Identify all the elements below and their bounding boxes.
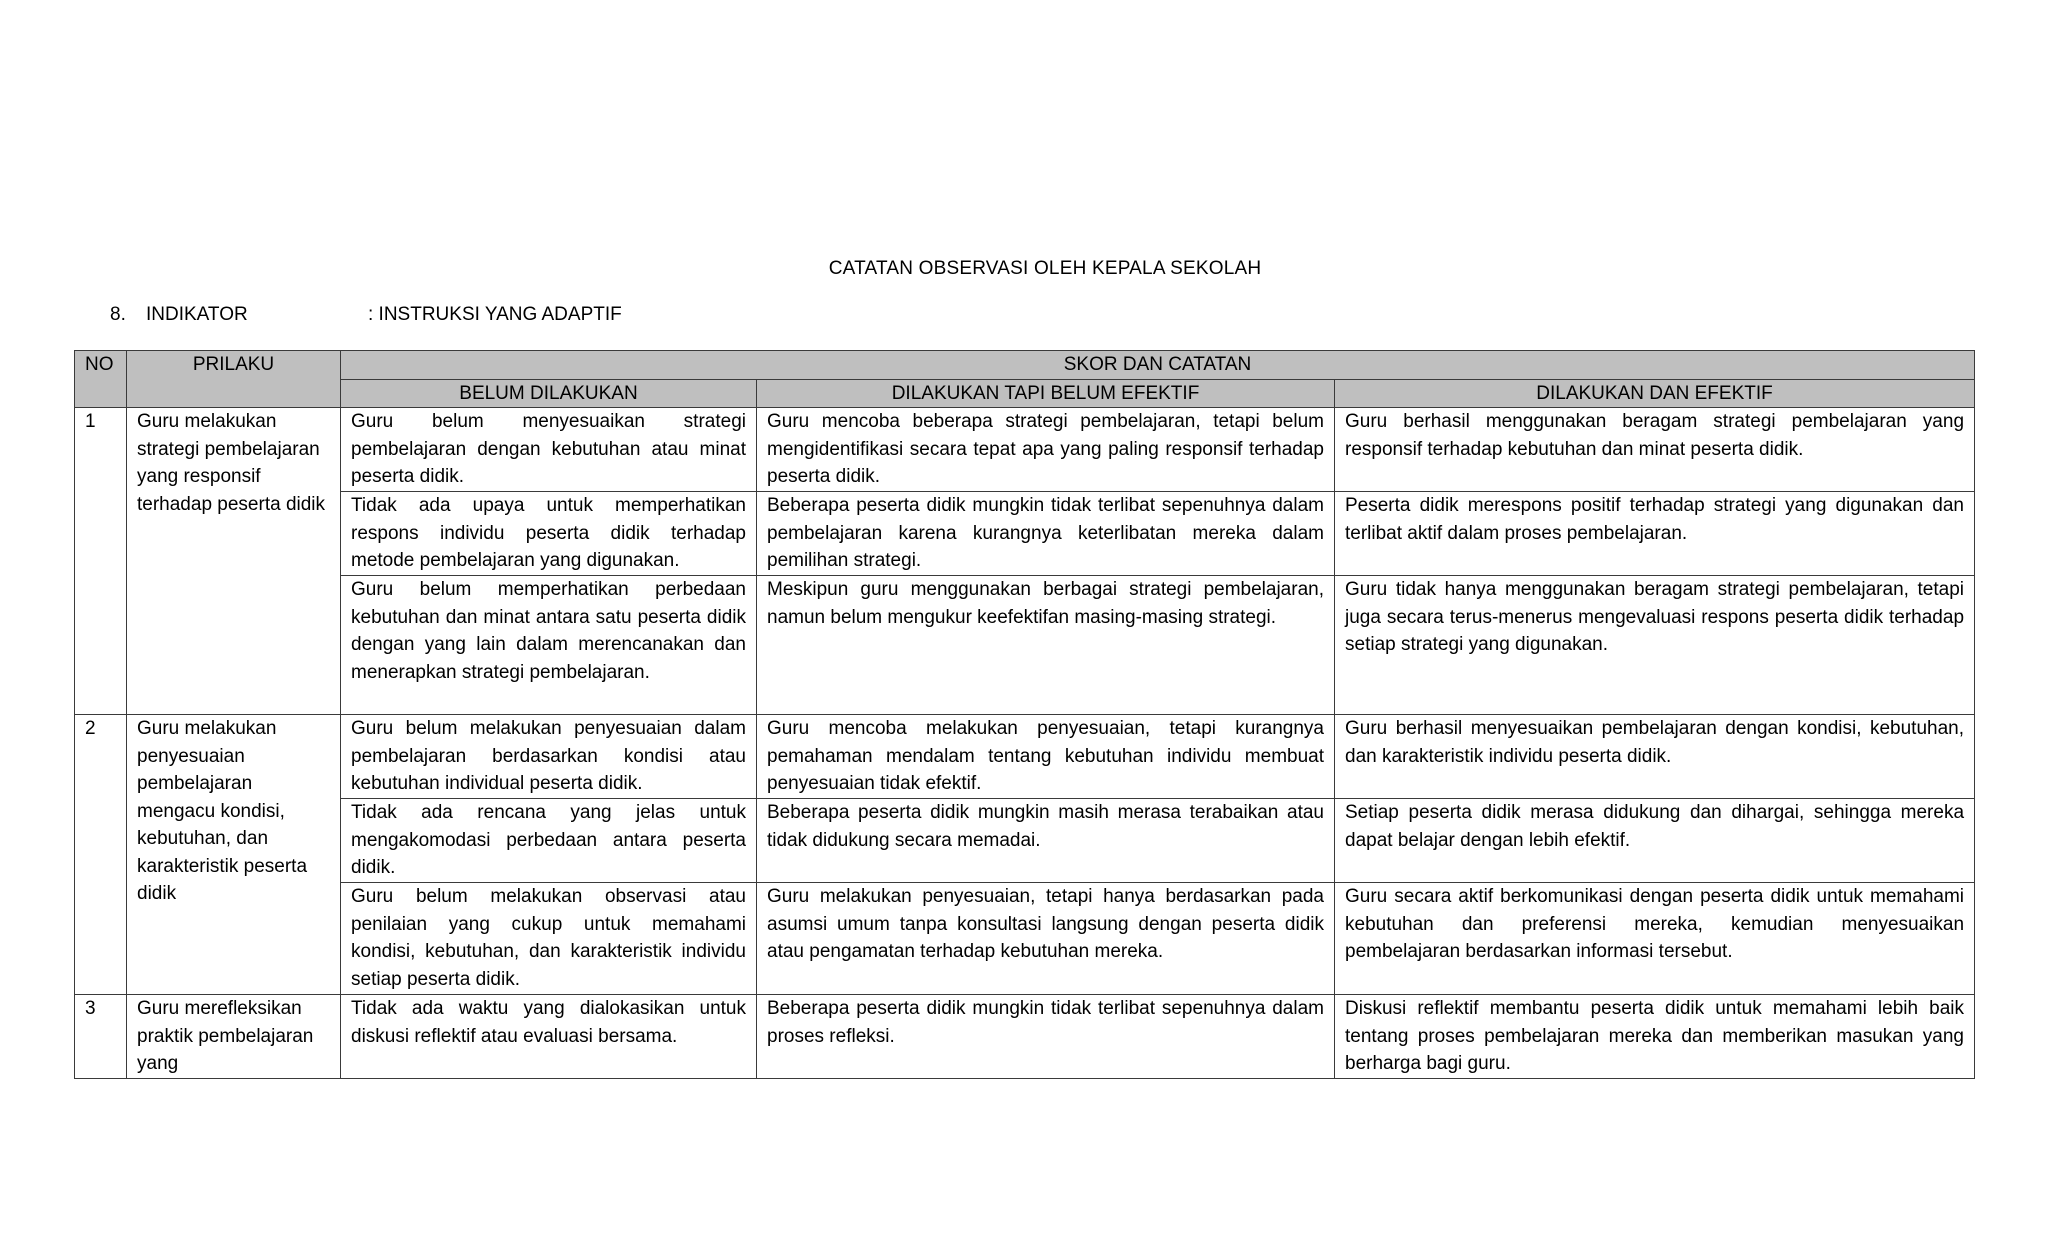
not-done-cell: Guru belum memperhatikan perbedaan kebutuhan dan minat antara satu peserta didik dengan yang lain dalam merencanakan dan menerapkan strategi pembelajaran. xyxy=(341,576,757,715)
indicator-value: : INSTRUKSI YANG ADAPTIF xyxy=(368,304,622,325)
done-not-effective-cell: Guru mencoba beberapa strategi pembelajaran, tetapi belum mengidentifikasi secara tepat apa yang paling responsif terhadap peserta didik. xyxy=(757,408,1335,492)
done-not-effective-cell: Guru melakukan penyesuaian, tetapi hanya berdasarkan pada asumsi umum tanpa konsultasi langsung dengan peserta didik atau pengamatan terhadap kebutuhan mereka. xyxy=(757,883,1335,995)
indicator-number: 8. xyxy=(110,304,126,325)
table-row xyxy=(75,799,1975,883)
row-number: 2 xyxy=(75,715,127,995)
table-row xyxy=(75,576,1975,715)
not-done-cell: Guru belum melakukan penyesuaian dalam pembelajaran berdasarkan kondisi atau kebutuhan individual peserta didik. xyxy=(341,715,757,799)
table-row xyxy=(75,995,1975,1079)
done-not-effective-cell: Beberapa peserta didik mungkin masih merasa terabaikan atau tidak didukung secara memadai. xyxy=(757,799,1335,883)
header-score-group: SKOR DAN CATATAN xyxy=(341,351,1975,380)
done-effective-cell: Guru berhasil menggunakan beragam strategi pembelajaran yang responsif terhadap kebutuhan dan minat peserta didik. xyxy=(1335,408,1975,492)
header-row-sub xyxy=(75,379,1975,408)
row-number: 3 xyxy=(75,995,127,1079)
not-done-cell: Guru belum melakukan observasi atau penilaian yang cukup untuk memahami kondisi, kebutuhan, dan karakteristik individu setiap peserta didik. xyxy=(341,883,757,995)
done-effective-cell: Peserta didik merespons positif terhadap strategi yang digunakan dan terlibat aktif dalam proses pembelajaran. xyxy=(1335,492,1975,576)
done-not-effective-cell: Guru mencoba melakukan penyesuaian, tetapi kurangnya pemahaman mendalam tentang kebutuhan individu membuat penyesuaian tidak efektif. xyxy=(757,715,1335,799)
header-not-done: BELUM DILAKUKAN xyxy=(341,379,757,408)
done-effective-cell: Guru tidak hanya menggunakan beragam strategi pembelajaran, tetapi juga secara terus-menerus mengevaluasi respons peserta didik terhadap setiap strategi yang digunakan. xyxy=(1335,576,1975,715)
done-effective-cell: Guru berhasil menyesuaikan pembelajaran dengan kondisi, kebutuhan, dan karakteristik individu peserta didik. xyxy=(1335,715,1975,799)
row-number: 1 xyxy=(75,408,127,715)
done-effective-cell: Diskusi reflektif membantu peserta didik untuk memahami lebih baik tentang proses pembelajaran mereka dan memberikan masukan yang berharga bagi guru. xyxy=(1335,995,1975,1079)
not-done-cell: Tidak ada rencana yang jelas untuk mengakomodasi perbedaan antara peserta didik. xyxy=(341,799,757,883)
observation-table xyxy=(74,350,1975,1079)
done-effective-cell: Guru secara aktif berkomunikasi dengan peserta didik untuk memahami kebutuhan dan preferensi mereka, kemudian menyesuaikan pembelajaran berdasarkan informasi tersebut. xyxy=(1335,883,1975,995)
table-row xyxy=(75,492,1975,576)
document-title: CATATAN OBSERVASI OLEH KEPALA SEKOLAH xyxy=(828,258,1262,279)
header-done-effective: DILAKUKAN DAN EFEKTIF xyxy=(1335,379,1975,408)
behavior-cell: Guru melakukan penyesuaian pembelajaran mengacu kondisi, kebutuhan, dan karakteristik peserta didik xyxy=(127,715,341,995)
behavior-cell: Guru merefleksikan praktik pembelajaran yang xyxy=(127,995,341,1079)
done-not-effective-cell: Beberapa peserta didik mungkin tidak terlibat sepenuhnya dalam proses refleksi. xyxy=(757,995,1335,1079)
done-effective-cell: Setiap peserta didik merasa didukung dan dihargai, sehingga mereka dapat belajar dengan lebih efektif. xyxy=(1335,799,1975,883)
indicator-label: INDIKATOR xyxy=(146,304,248,325)
table-row xyxy=(75,408,1975,492)
header-row-top xyxy=(75,351,1975,380)
done-not-effective-cell: Meskipun guru menggunakan berbagai strategi pembelajaran, namun belum mengukur keefektifan masing-masing strategi. xyxy=(757,576,1335,715)
header-no: NO xyxy=(75,351,127,408)
behavior-cell: Guru melakukan strategi pembelajaran yang responsif terhadap peserta didik xyxy=(127,408,341,715)
header-done-not-effective: DILAKUKAN TAPI BELUM EFEKTIF xyxy=(757,379,1335,408)
not-done-cell: Guru belum menyesuaikan strategi pembelajaran dengan kebutuhan atau minat peserta didik. xyxy=(341,408,757,492)
table-body xyxy=(75,408,1975,1079)
not-done-cell: Tidak ada waktu yang dialokasikan untuk diskusi reflektif atau evaluasi bersama. xyxy=(341,995,757,1079)
table-row xyxy=(75,715,1975,799)
header-behavior: PRILAKU xyxy=(127,351,341,408)
done-not-effective-cell: Beberapa peserta didik mungkin tidak terlibat sepenuhnya dalam pembelajaran karena kurangnya keterlibatan mereka dalam pemilihan strategi. xyxy=(757,492,1335,576)
table-row xyxy=(75,883,1975,995)
not-done-cell: Tidak ada upaya untuk memperhatikan respons individu peserta didik terhadap metode pembelajaran yang digunakan. xyxy=(341,492,757,576)
indicator-line xyxy=(110,304,622,326)
table-header xyxy=(75,351,1975,408)
